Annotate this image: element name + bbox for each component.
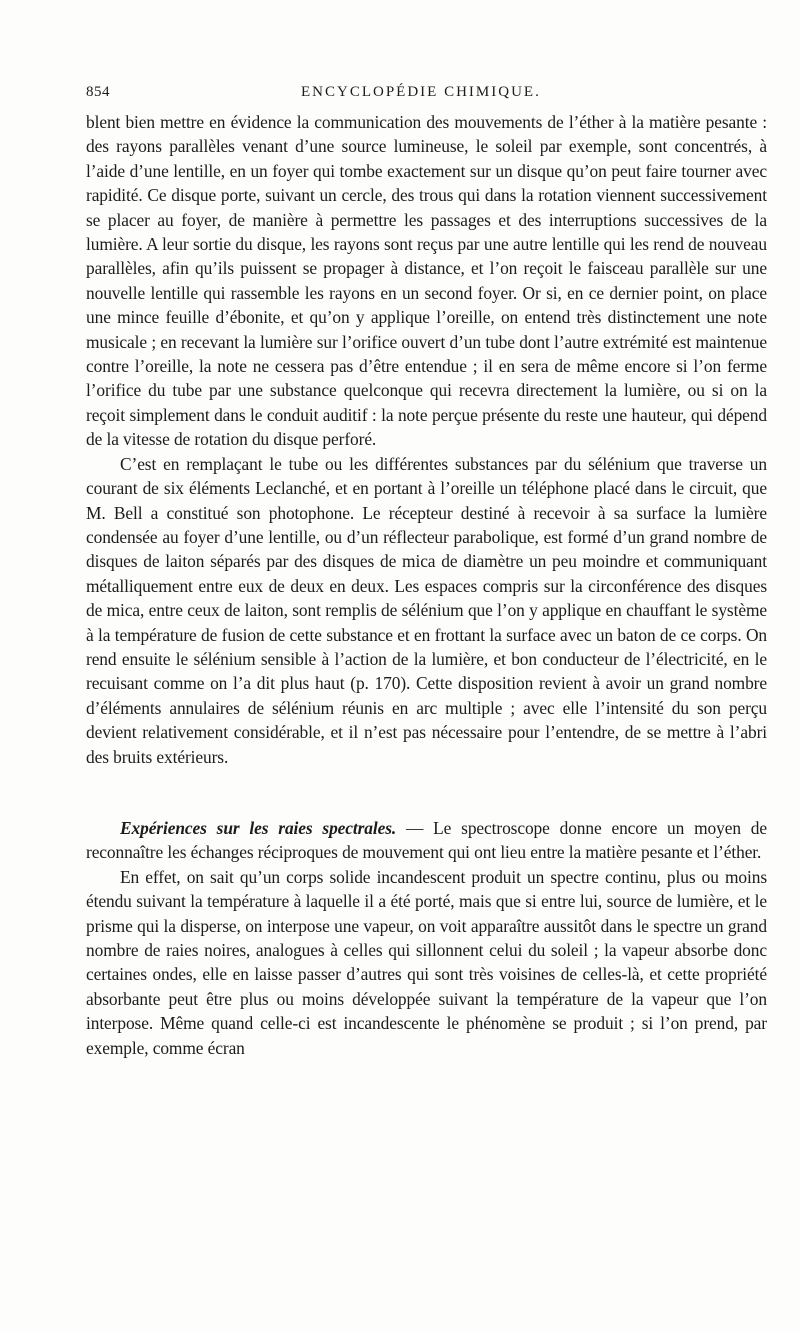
page-header [86,84,766,108]
running-head: ENCYCLOPÉDIE CHIMIQUE. [301,84,541,100]
section-gap [86,769,767,816]
section-title: Expériences sur les raies spectrales. [120,817,397,838]
body-text [86,110,767,1060]
section-intro-text: — Le spectroscope donne encore un moyen de reconnaître les échanges réciproques de mouvement qui ont lieu entre la matière pesante et l’éther. [86,817,767,863]
page-number: 854 [86,84,110,100]
paragraph-continuation: blent bien mettre en évidence la communication des mouvements de l’éther à la matière pesante : des rayons parallèles venant d’une source lumineuse, le soleil par exemple, sont concentrés, à l’aide d’une lentille, en un foyer qui tombe exactement sur un disque qu’on peut faire tourner avec rapidité. Ce disque porte, suivant un cercle, des trous qui dans la rotation viennent successivement se placer au foyer, de manière à permettre les passages et des interruptions successives de la lumière. A leur sortie du disque, les rayons sont reçus par une autre lentille qui les rend de nouveau parallèles, afin qu’ils puissent se propager à distance, et l’on reçoit le faisceau parallèle sur une nouvelle lentille qui rassemble les rayons en un second foyer. Or si, en ce dernier point, on place une mince feuille d’ébonite, et qu’on y applique l’oreille, on entend très distinctement une note musicale ; en recevant la lumière sur l’orifice ouvert d’un tube dont l’autre extrémité est maintenue contre l’oreille, la note ne cessera pas d’être entendue ; il en sera de même encore si l’on ferme l’orifice du tube par une substance quelconque qui recevra directement la lumière, ou si on la reçoit simplement dans le conduit auditif : la note perçue présente du reste une hauteur, qui dépend de la vitesse de rotation du disque perforé. [86,112,767,450]
paragraph-spectral-lines [86,816,767,865]
paragraph-photophone: C’est en remplaçant le tube ou les différentes substances par du sélénium que traverse un courant de six éléments Leclanché, et en portant à l’oreille un téléphone placé dans le circuit, que M. Bell a constitué son photophone. Le récepteur destiné à recevoir à sa surface la lumière condensée au foyer d’une lentille, ou d’un réflecteur parabolique, est formé d’un grand nombre de disques de laiton séparés par des disques de mica de diamètre un peu moindre et communiquant métalliquement entre eux de deux en deux. Les espaces compris sur la circonférence des disques de mica, entre ceux de laiton, sont remplis de sélénium que l’on y applique en chauffant le système à la température de fusion de cette substance et en frottant la surface avec un baton de ce corps. On rend ensuite le sélénium sensible à l’action de la lumière, et bon conducteur de l’électricité, en le recuisant comme on l’a dit plus haut (p. 170). Cette disposition revient à avoir un grand nombre d’éléments annulaires de sélénium réunis en arc multiple ; avec elle l’intensité du son perçu devient relativement considérable, et il n’est pas nécessaire pour l’entendre, de se mettre à l’abri des bruits extérieurs. [86,453,767,767]
paragraph-absorption: En effet, on sait qu’un corps solide incandescent produit un spectre continu, plus ou moins étendu suivant la température à laquelle il a été porté, mais que si entre lui, source de lumière, et le prisme qui la disperse, on interpose une vapeur, on voit apparaître aussitôt dans le spectre un grand nombre de raies noires, analogues à celles qui sillonnent celui du soleil ; la vapeur absorbe donc certaines ondes, elle en laisse passer d’autres qui sont très voisines de celles-là, et cette propriété absorbante peut être plus ou moins développée suivant la température de la vapeur que l’on interpose. Même quand celle-ci est incandescente le phénomène se produit ; si l’on prend, par exemple, comme écran [86,866,767,1058]
